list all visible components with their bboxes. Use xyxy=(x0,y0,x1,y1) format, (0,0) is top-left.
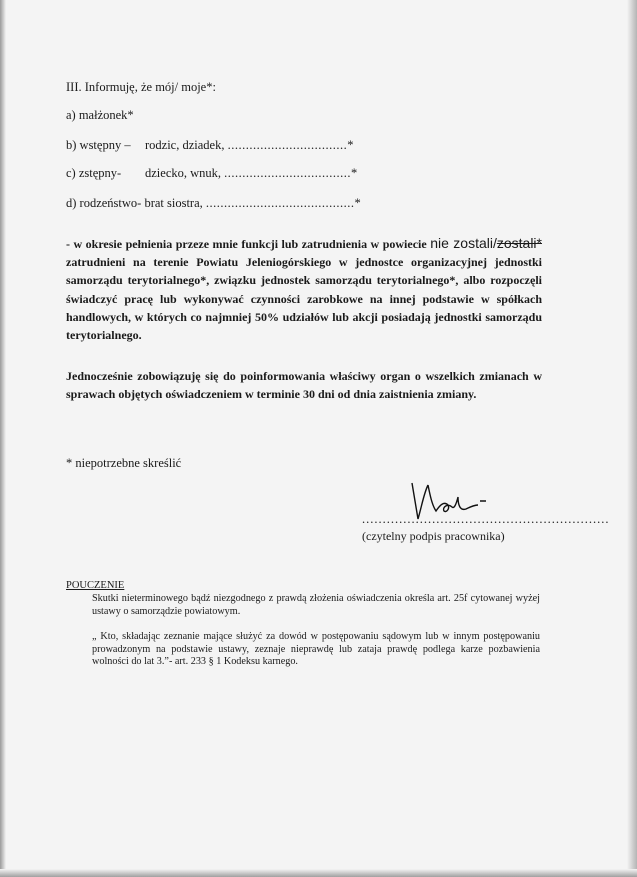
option-struck: zostali* xyxy=(496,235,542,251)
scan-edge-left xyxy=(0,0,6,877)
item-ascendant xyxy=(66,138,354,153)
item-detail: dziecko, wnuk, ...................................* xyxy=(145,166,358,180)
item-descendant xyxy=(66,166,358,181)
statement-paragraph xyxy=(66,234,542,344)
notice-paragraph-1: Skutki nieterminowego bądź niezgodnego z prawdą złożenia oświadczenia określa art. 25f cytowanej wyżej ustawy o samorządzie powiatowym. xyxy=(92,593,540,617)
item-label: a) małżonek* xyxy=(66,108,134,122)
statement-rest: zatrudnieni na terenie Powiatu Jeleniogórskiego w jednostce organizacyjnej jednostki samorządu terytorialnego*, związku jednostek samorządu terytorialnego*, albo rozpoczęli świadczyć pracę lub wykonywać czynności zarobkowe na innej podstawie w spółkach handlowych, w których co najmniej 50% udziałów lub akcji posiadają jednostki samorządu terytorialnego. xyxy=(66,255,542,343)
item-spouse xyxy=(66,108,134,123)
notice-paragraph-2: „ Kto, składając zeznanie mające służyć za dowód w postępowaniu sądowym lub w innym postępowaniu prowadzonym na podstawie ustawy, zeznaje nieprawdę lub zataja prawdę podlega karze pozbawienia wolności do lat 3.”- art. 233 § 1 Kodeksu karnego. xyxy=(92,631,540,668)
signature-caption: (czytelny podpis pracownika) xyxy=(362,529,505,543)
notice-title: POUCZENIE xyxy=(66,580,125,591)
footnote: * niepotrzebne skreślić xyxy=(66,456,182,470)
item-detail: rodzic, dziadek, .................................* xyxy=(145,138,354,152)
item-label: d) rodzeństwo- brat siostra, xyxy=(66,196,203,210)
option-kept: nie zostali/ xyxy=(430,235,497,251)
item-dots: ...................................* xyxy=(224,166,358,180)
signature-line: ............................................................ xyxy=(362,512,610,526)
item-sibling xyxy=(66,196,361,211)
statement-prefix: - w okresie pełnienia przeze mnie funkcji lub zatrudnienia w powiecie xyxy=(66,237,427,251)
item-dots: .........................................* xyxy=(205,196,362,210)
section-heading: III. Informuję, że mój/ moje*: xyxy=(66,80,216,94)
scan-edge-bottom xyxy=(0,869,637,877)
item-label: c) zstępny- xyxy=(66,166,122,180)
item-label: b) wstępny – xyxy=(66,138,131,152)
item-dots: .................................* xyxy=(227,138,354,152)
commitment-paragraph: Jednocześnie zobowiązuję się do poinformowania właściwy organ o wszelkich zmianach w sprawach objętych oświadczeniem w terminie 30 dni od dnia zaistnienia zmiany. xyxy=(66,369,542,401)
scan-edge-right xyxy=(627,0,637,877)
